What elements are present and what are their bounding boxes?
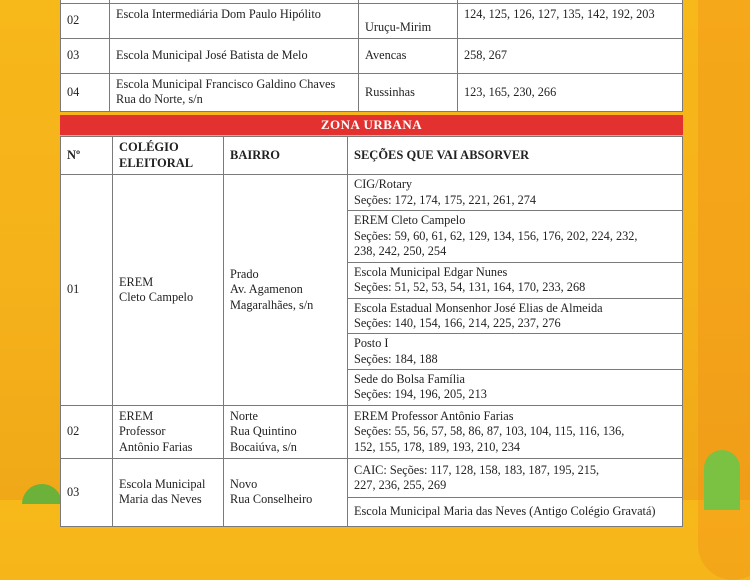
secoes-entry xyxy=(348,497,683,526)
section-numbers: Seções: 184, 188 xyxy=(354,351,438,366)
bairro-line: Magaralhães, s/n xyxy=(230,297,314,312)
section-numbers: Seções: 55, 56, 57, 58, 86, 87, 103, 104, 115, 116, 136, xyxy=(354,424,625,439)
table-row xyxy=(61,39,683,74)
secoes-entry xyxy=(348,210,683,262)
section-numbers: 238, 242, 250, 254 xyxy=(354,244,447,259)
bairro-line: Rua Conselheiro xyxy=(230,492,313,507)
rural-sections-table xyxy=(60,0,683,112)
bairro xyxy=(224,405,348,458)
urban-table-body xyxy=(61,175,683,527)
section-location: Escola Municipal Maria das Neves (Antigo Colégio Gravatá) xyxy=(354,504,656,519)
section-numbers: Seções: 172, 174, 175, 221, 261, 274 xyxy=(354,192,537,207)
row-number: 01 xyxy=(61,175,113,406)
header-colegio-line1: COLÉGIO xyxy=(119,140,179,154)
neighborhood: Russinhas xyxy=(359,74,458,112)
colegio-eleitoral xyxy=(113,175,224,406)
header-colegio-line2: ELEITORAL xyxy=(119,155,194,170)
secoes-entry xyxy=(348,370,683,406)
school-name xyxy=(110,74,359,112)
section-numbers: 227, 236, 255, 269 xyxy=(354,477,447,492)
bairro-line: Rua Quintino xyxy=(230,424,297,439)
row-number: 03 xyxy=(61,39,110,74)
bairro-line: Norte xyxy=(230,408,258,423)
neighborhood: Avencas xyxy=(359,39,458,74)
colegio-line: Escola Municipal xyxy=(119,477,206,492)
bairro-line: Novo xyxy=(230,477,258,492)
colegio-line: Professor xyxy=(119,424,166,439)
section-numbers: Seções: 59, 60, 61, 62, 129, 134, 156, 176, 202, 224, 232, xyxy=(354,228,638,243)
secoes-entry xyxy=(348,405,683,458)
section-location: Escola Municipal Edgar Nunes xyxy=(354,264,508,279)
header-number: Nº xyxy=(61,137,113,175)
table-row xyxy=(61,175,683,211)
school-name: Escola Municipal José Batista de Melo xyxy=(110,39,359,74)
section-location: EREM Professor Antônio Farias xyxy=(354,408,514,423)
row-number: 03 xyxy=(61,458,113,526)
section-location: Escola Estadual Monsenhor José Elias de Almeida xyxy=(354,300,603,315)
sections-list: 258, 267 xyxy=(458,39,683,74)
sections-list: 123, 165, 230, 266 xyxy=(458,74,683,112)
row-number: 02 xyxy=(61,405,113,458)
secoes-entry xyxy=(348,334,683,370)
section-numbers: 152, 155, 178, 189, 193, 210, 234 xyxy=(354,439,521,454)
colegio-line: Antônio Farias xyxy=(119,439,193,454)
secoes-entry xyxy=(348,175,683,211)
section-numbers: Seções: 140, 154, 166, 214, 225, 237, 276 xyxy=(354,316,561,331)
bairro xyxy=(224,175,348,406)
section-location: CAIC: Seções: 117, 128, 158, 183, 187, 195, 215, xyxy=(354,462,600,477)
bairro-line: Prado xyxy=(230,267,259,281)
plant-illustration xyxy=(22,484,62,504)
section-numbers: Seções: 194, 196, 205, 213 xyxy=(354,387,487,402)
bairro-line: Av. Agamenon xyxy=(230,282,303,297)
section-numbers: Seções: 51, 52, 53, 54, 131, 164, 170, 233, 268 xyxy=(354,280,586,295)
school-name-line: Escola Municipal Francisco Galdino Chaves xyxy=(116,77,336,91)
section-location: EREM Cleto Campelo xyxy=(354,213,466,228)
urban-sections-table xyxy=(60,136,683,527)
school-address: Rua do Norte, s/n xyxy=(116,92,203,107)
secoes-entry xyxy=(348,298,683,334)
neighborhood: Uruçu-Mirim xyxy=(359,4,458,39)
table-row xyxy=(61,74,683,112)
table-header-row xyxy=(61,137,683,175)
table-row xyxy=(61,458,683,497)
section-location: Posto I xyxy=(354,336,389,351)
bairro-line: Bocaiúva, s/n xyxy=(230,439,297,454)
colegio-line: EREM xyxy=(119,274,154,289)
section-location: Sede do Bolsa Família xyxy=(354,372,466,387)
header-bairro: BAIRRO xyxy=(224,137,348,175)
secoes-entry xyxy=(348,262,683,298)
zona-urbana-banner: ZONA URBANA xyxy=(60,115,683,135)
colegio-eleitoral xyxy=(113,458,224,526)
row-number: 02 xyxy=(61,4,110,39)
section-location: CIG/Rotary xyxy=(354,177,413,192)
colegio-line: Cleto Campelo xyxy=(119,290,194,305)
colegio-line: EREM xyxy=(119,408,154,423)
school-name: Escola Intermediária Dom Paulo Hipólito xyxy=(110,4,359,39)
colegio-eleitoral xyxy=(113,405,224,458)
bairro xyxy=(224,458,348,526)
colegio-line: Maria das Neves xyxy=(119,492,202,507)
table-row xyxy=(61,405,683,458)
row-number: 04 xyxy=(61,74,110,112)
header-colegio xyxy=(113,137,224,175)
table-row xyxy=(61,4,683,39)
secoes-entry xyxy=(348,458,683,497)
cactus-illustration xyxy=(704,450,740,510)
sections-list: 124, 125, 126, 127, 135, 142, 192, 203 xyxy=(458,4,683,39)
header-secoes: SEÇÕES QUE VAI ABSORVER xyxy=(348,137,683,175)
